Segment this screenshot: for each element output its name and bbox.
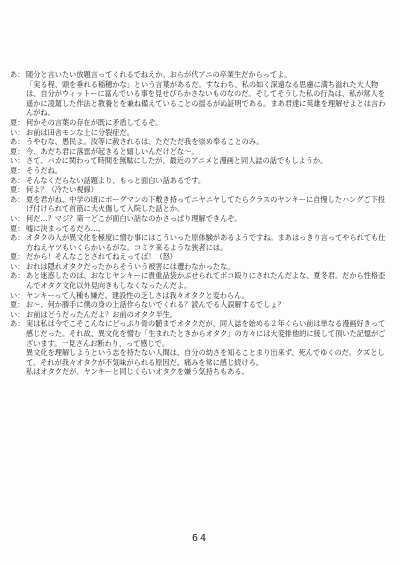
dialogue-line <box>10 195 388 214</box>
dialogue-line <box>10 185 388 195</box>
speaker: あ： <box>10 319 25 329</box>
dialogue-line <box>10 70 388 118</box>
line-text: お〜、何か勝手に僕の身の上話作らないでくれる？読んでる人誤解するでしょ？ <box>26 300 285 310</box>
line-text: そうだね。 <box>26 165 62 175</box>
speaker: あ： <box>10 271 25 281</box>
speaker: 夏： <box>10 252 25 262</box>
line-text: お前は田舎モンな上に分裂症だ。 <box>26 127 134 137</box>
speaker: い： <box>10 127 25 137</box>
speaker: い： <box>10 261 25 271</box>
speaker: あ： <box>10 194 25 204</box>
line-text: だから！そんなことされてねえってば！（怒） <box>26 252 177 262</box>
dialogue-line <box>10 291 388 301</box>
speaker: 夏： <box>10 185 25 195</box>
speaker: 夏： <box>10 165 25 175</box>
line-text: 嘘に決まってるだろ…。 <box>26 223 106 233</box>
speaker: い： <box>10 213 25 223</box>
speaker: い： <box>10 290 25 300</box>
dialogue-line <box>10 128 388 138</box>
speaker: あ： <box>10 175 25 185</box>
speaker: あ： <box>10 233 25 243</box>
dialogue-line <box>10 118 388 128</box>
dialogue-line <box>10 224 388 234</box>
speaker: 夏： <box>10 146 25 156</box>
line-text: ヤンキーって人種も嫌だ。建設性の乏しさは我々オタクと変わらん。 <box>26 290 249 300</box>
dialogue-line <box>10 176 388 186</box>
dialogue-line <box>10 252 388 262</box>
line-text: 何だ…？マジ？第一どこが面白い話なのかさっぱり理解できんぞ。 <box>26 213 242 223</box>
line-text: お前はどうだったんだよ？お前のオタク半生。 <box>26 309 177 319</box>
line-text: 実は私は今でこそこんなにどっぷり骨の髄までオタクだが、同人誌を始める２年くらい前は単なる漫画好きって感じだった。それ故、異文化を憎む「生まれたときからオタク」の方々には大変排他的に接して頂いた記憶がございます。一見さんお断わり、って感じで。 異文化を理解しようという志を持たない人間は、自分の幼さを知ることまり出来ず、死んでゆくのだ。クズとして。それが我々オタクが不気味がられる原因だ。痛みを常に感じ続けろ。 私はオタクだが、ヤンキーと同じくらいオタクを嫌う気持ちもある。 <box>26 319 386 377</box>
line-text: さて、バカに関わって時間を無駄にしたが、最近のアニメと漫画と同人誌の話でもしようか。 <box>26 156 328 166</box>
speaker: 夏： <box>10 117 25 127</box>
speaker: 夏： <box>10 223 25 233</box>
speaker: あ： <box>10 70 25 79</box>
line-text: あと迷惑したのは、おなじヤンキーに貴重品袋かぶせられてボコ殴りにされたんだよな、夏冬君。だから性格歪んでオタク文化以外見向きもしなくなったんだよ。 <box>26 271 386 291</box>
dialogue-line <box>10 147 388 157</box>
dialogue-line <box>10 137 388 147</box>
speaker: い： <box>10 156 25 166</box>
dialogue-line <box>10 262 388 272</box>
speaker: 夏： <box>10 300 25 310</box>
dialogue-line <box>10 319 388 377</box>
dialogue-line <box>10 166 388 176</box>
line-text: うやむな、愚民よ。汝等に赦されるは、ただただ我を崇め奉ることのみ。 <box>26 137 264 147</box>
dialogue-line <box>10 271 388 290</box>
line-text: そんなくだらない話題より、もっと面白い話あるです。 <box>26 175 206 185</box>
dialogue-line <box>10 310 388 320</box>
dialogue-line <box>10 233 388 252</box>
dialogue-line <box>10 214 388 224</box>
speaker: あ： <box>10 137 25 147</box>
line-text: 何かその言葉の存在が既に矛盾してるぞ。 <box>26 117 163 127</box>
dialogue-line <box>10 156 388 166</box>
line-text: オタクの人が異文化を極度に憎む事にはこういった原体験があるようですね。まあはっきり言ってやられても仕方ねえヤツもいくらかいるがな。コミケ来るような狭者には。 <box>26 233 386 252</box>
line-text: 今、あだち君に落雷が起きると嬉しいんだけどな〜。 <box>26 146 199 156</box>
speaker: い： <box>10 309 25 319</box>
dialogue-line <box>10 300 388 310</box>
line-text: 何よ？（冷たい視線） <box>26 185 98 195</box>
dialogue-block <box>10 70 388 377</box>
line-text: おれは隠れオタクだったからそういう被害には遭わなかったな。 <box>26 261 235 271</box>
page-number: 64 <box>191 533 209 544</box>
line-text: 随分と言いたい放題言ってくれるでねえか。おらが代アニの卒業生だからってよ。 「実る程、頭を垂れる稲穂かな」という言葉があるだ。すなわち、私の如く深遠なる思慮に満ち溢れた大人物は、自分がウィットーに富んでいる事を見せびらかさないものなのだ。そしてそうした私の行為は、私が常人を遥かに凌駕した作法と教養とを兼ね備えていることの揺るがぬ証明である。まあ君達に英雄を理解せよとは言わんがね。 <box>26 70 386 118</box>
line-text: 夏を君がね、中学の頃にボーグマンの下敷き持ってニヤニヤしてたらクラスのヤンキーに自慢したハングご下投げ付けられて首筋に大火傷して入院した話とか。 <box>26 194 385 214</box>
